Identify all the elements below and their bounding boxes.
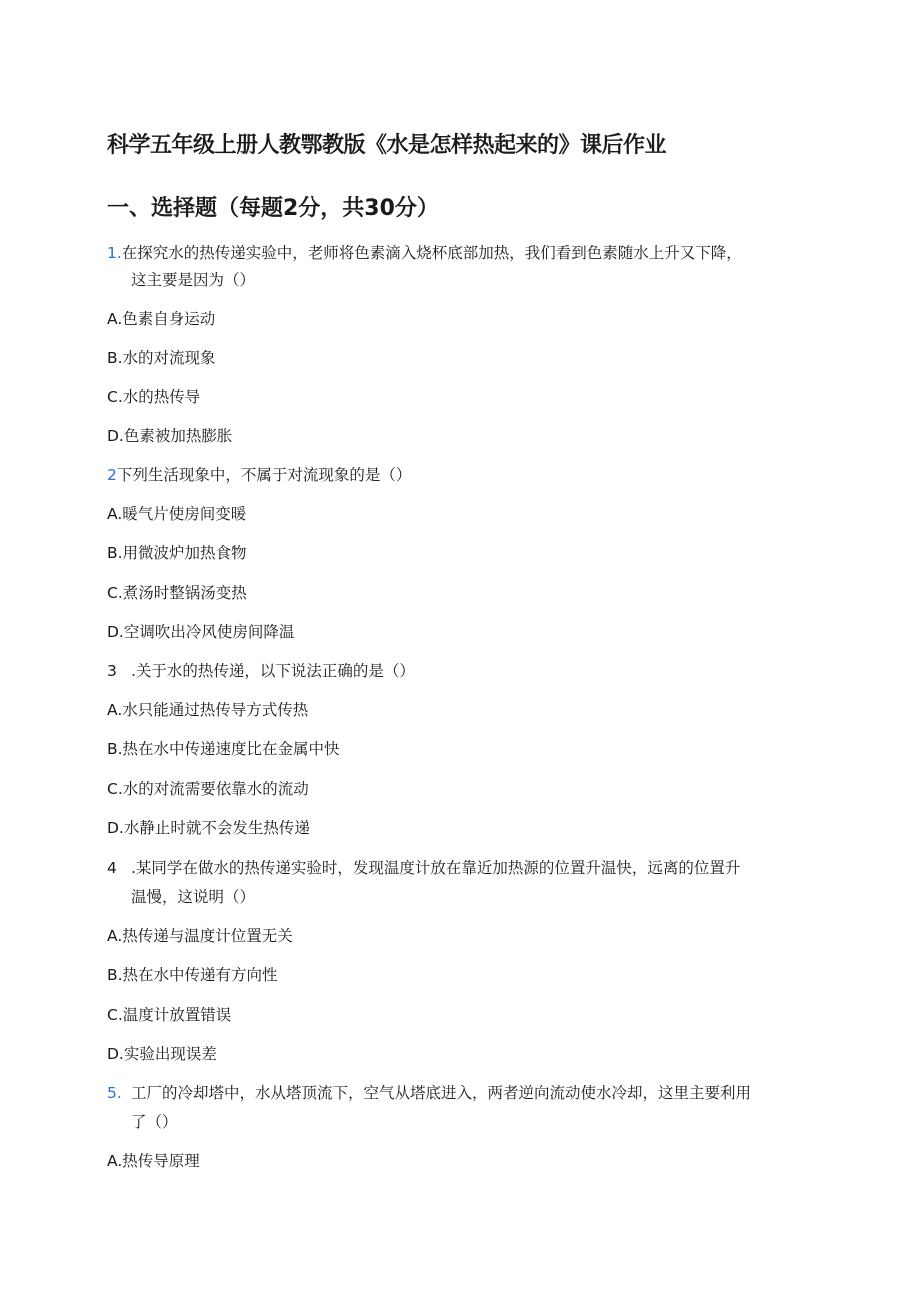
question-number: 3 — [107, 662, 117, 680]
question-3-line-1: 3 .关于水的热传递，以下说法正确的是（） — [107, 662, 415, 680]
question-4-line-1: 4 .某同学在做水的热传递实验时，发现温度计放在靠近加热源的位置升温快，远离的位置升 — [107, 859, 741, 877]
option-a: A.色素自身运动 — [107, 310, 216, 328]
option-c: C.水的热传导 — [107, 388, 201, 406]
question-5-line-1: 5. 工厂的冷却塔中，水从塔顶流下，空气从塔底进入，两者逆向流动使水冷却，这里主要利用 — [107, 1084, 752, 1102]
option-b: B.水的对流现象 — [107, 349, 216, 367]
option-d: D.色素被加热膨胀 — [107, 427, 233, 445]
option-d: D.水静止时就不会发生热传递 — [107, 819, 310, 837]
option-b: B.热在水中传递有方向性 — [107, 966, 278, 984]
option-a: A.暖气片使房间变暖 — [107, 505, 247, 523]
question-1-line-1: 1.在探究水的热传递实验中，老师将色素滴入烧杯底部加热，我们看到色素随水上升又下降， — [107, 244, 742, 262]
question-number: 4 — [107, 859, 117, 877]
question-2-line-1: 2下列生活现象中，不属于对流现象的是（） — [107, 466, 412, 484]
option-c: C.水的对流需要依靠水的流动 — [107, 780, 309, 798]
option-a: A.热传递与温度计位置无关 — [107, 927, 293, 945]
section-heading: 一、选择题（每题2分，共30分） — [107, 196, 439, 221]
option-b: B.热在水中传递速度比在金属中快 — [107, 740, 340, 758]
option-b: B.用微波炉加热食物 — [107, 544, 247, 562]
question-number: 5. — [107, 1084, 122, 1102]
question-number: 1. — [107, 244, 122, 262]
option-a: A.热传导原理 — [107, 1152, 200, 1170]
option-c: C.煮汤时整锅汤变热 — [107, 584, 247, 602]
question-5-line-2: 了（） — [131, 1113, 178, 1131]
option-d: D.空调吹出冷风使房间降温 — [107, 623, 295, 641]
option-a: A.水只能通过热传导方式传热 — [107, 701, 309, 719]
question-4-line-2: 温慢，这说明（） — [131, 888, 256, 906]
option-c: C.温度计放置错误 — [107, 1006, 232, 1024]
document-title: 科学五年级上册人教鄂教版《水是怎样热起来的》课后作业 — [107, 133, 667, 158]
question-number: 2 — [107, 466, 117, 484]
option-d: D.实验出现误差 — [107, 1045, 217, 1063]
question-1-line-2: 这主要是因为（） — [131, 271, 256, 289]
